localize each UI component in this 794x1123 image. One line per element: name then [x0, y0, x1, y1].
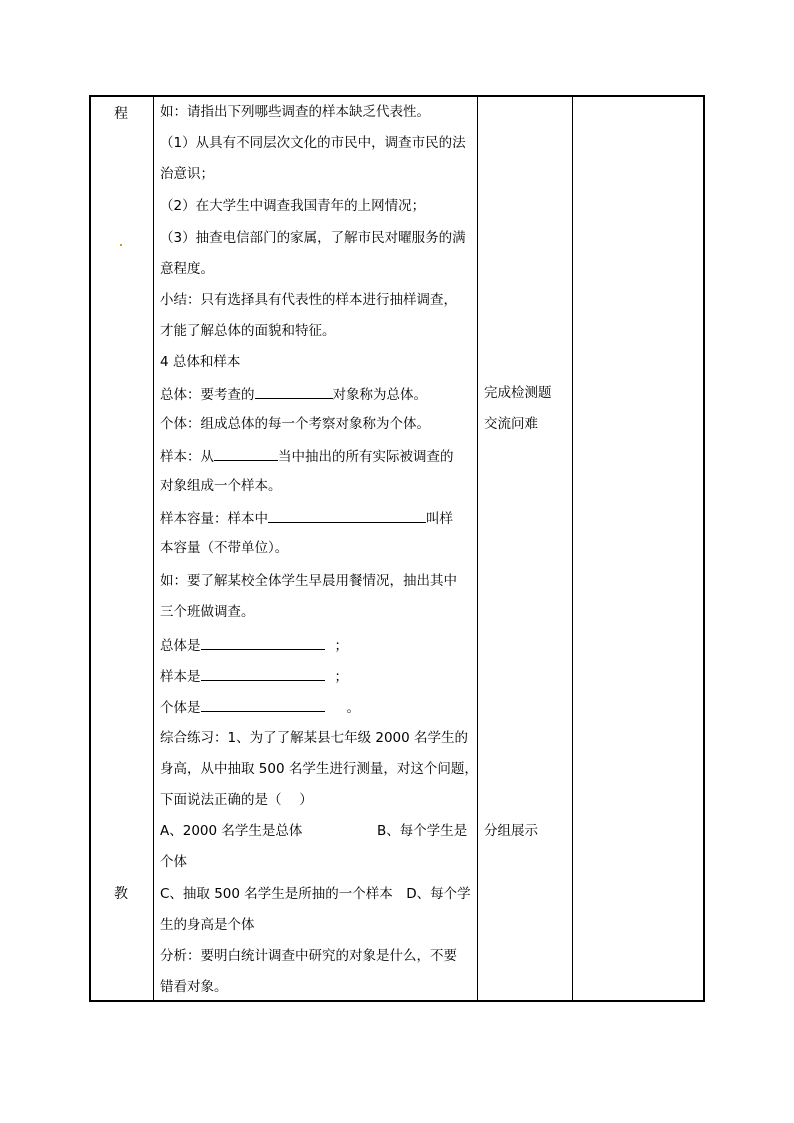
- fill-q-sample: [160, 666, 348, 686]
- text-line: 如：要了解某校全体学生早晨用餐情况，抽出其中: [160, 573, 457, 589]
- label: 对象称为总体。: [332, 387, 427, 403]
- blank-line: [201, 697, 325, 712]
- activity-label: 分组展示: [484, 823, 538, 839]
- label: 个体是: [160, 700, 201, 716]
- text-line: 才能了解总体的面貌和特征。: [160, 323, 336, 339]
- text-line: 错看对象。: [160, 979, 228, 995]
- blank-line: [214, 446, 278, 461]
- blank-line: [201, 635, 325, 650]
- process-label: 程: [114, 106, 128, 122]
- option-c-d: C、抽取 500 名学生是所抽的一个样本 D、每个学: [160, 886, 471, 902]
- text-line: 如：请指出下列哪些调查的样本缺乏代表性。: [160, 104, 430, 120]
- label: 。: [346, 700, 360, 716]
- text-line: 本容量（不带单位）。: [160, 540, 289, 556]
- column-divider: [477, 97, 478, 1000]
- activity-label: 交流问难: [484, 416, 538, 432]
- activity-label: 完成检测题: [484, 385, 552, 401]
- label: 叫样: [426, 511, 453, 527]
- label: 样本是: [160, 669, 201, 685]
- fill-sample: [160, 446, 454, 466]
- column-divider: [153, 97, 154, 1000]
- text-line: 下面说法正确的是（ ）: [160, 792, 313, 808]
- label: ；: [334, 669, 348, 685]
- text-line: （1）从具有不同层次文化的市民中，调查市民的法: [160, 135, 466, 151]
- text-line: （3）抽查电信部门的家属，了解市民对曜服务的满: [160, 230, 466, 246]
- fill-q-individual: [160, 697, 360, 717]
- text-line: 对象组成一个样本。: [160, 478, 282, 494]
- fill-q-population: [160, 635, 348, 655]
- option-a: A、2000 名学生是总体: [160, 823, 303, 839]
- section-heading: 4 总体和样本: [160, 354, 241, 370]
- text-line: 个体: [160, 854, 187, 870]
- teaching-label: 教: [114, 886, 128, 902]
- text-line: 身高，从中抽取 500 名学生进行测量，对这个问题，: [160, 761, 478, 777]
- text-line: 小结：只有选择具有代表性的样本进行抽样调查，: [160, 292, 457, 308]
- text-line: （2）在大学生中调查我国青年的上网情况；: [160, 198, 426, 214]
- text-line: 个体：组成总体的每一个考察对象称为个体。: [160, 416, 430, 432]
- label: ；: [334, 638, 348, 654]
- label: 样本：从: [160, 449, 214, 465]
- fill-population: [160, 384, 427, 404]
- text-line: 分析：要明白统计调查中研究的对象是什么，不要: [160, 948, 457, 964]
- text-line: 治意识；: [160, 166, 214, 182]
- column-divider: [572, 97, 573, 1000]
- label: 总体是: [160, 638, 201, 654]
- text-line: 生的身高是个体: [160, 917, 255, 933]
- decorative-dot: [120, 244, 122, 246]
- fill-sample-size: [160, 508, 453, 528]
- label: 样本容量：样本中: [160, 511, 268, 527]
- option-b: B、每个学生是: [377, 823, 468, 839]
- text-line: 意程度。: [160, 261, 214, 277]
- label: 当中抽出的所有实际被调查的: [278, 449, 454, 465]
- label: 总体：要考查的: [160, 387, 255, 403]
- text-line: 三个班做调查。: [160, 604, 255, 620]
- blank-line: [255, 384, 333, 399]
- blank-line: [268, 508, 426, 523]
- blank-line: [201, 666, 325, 681]
- text-line: 综合练习：1、为了了解某县七年级 2000 名学生的: [160, 730, 469, 746]
